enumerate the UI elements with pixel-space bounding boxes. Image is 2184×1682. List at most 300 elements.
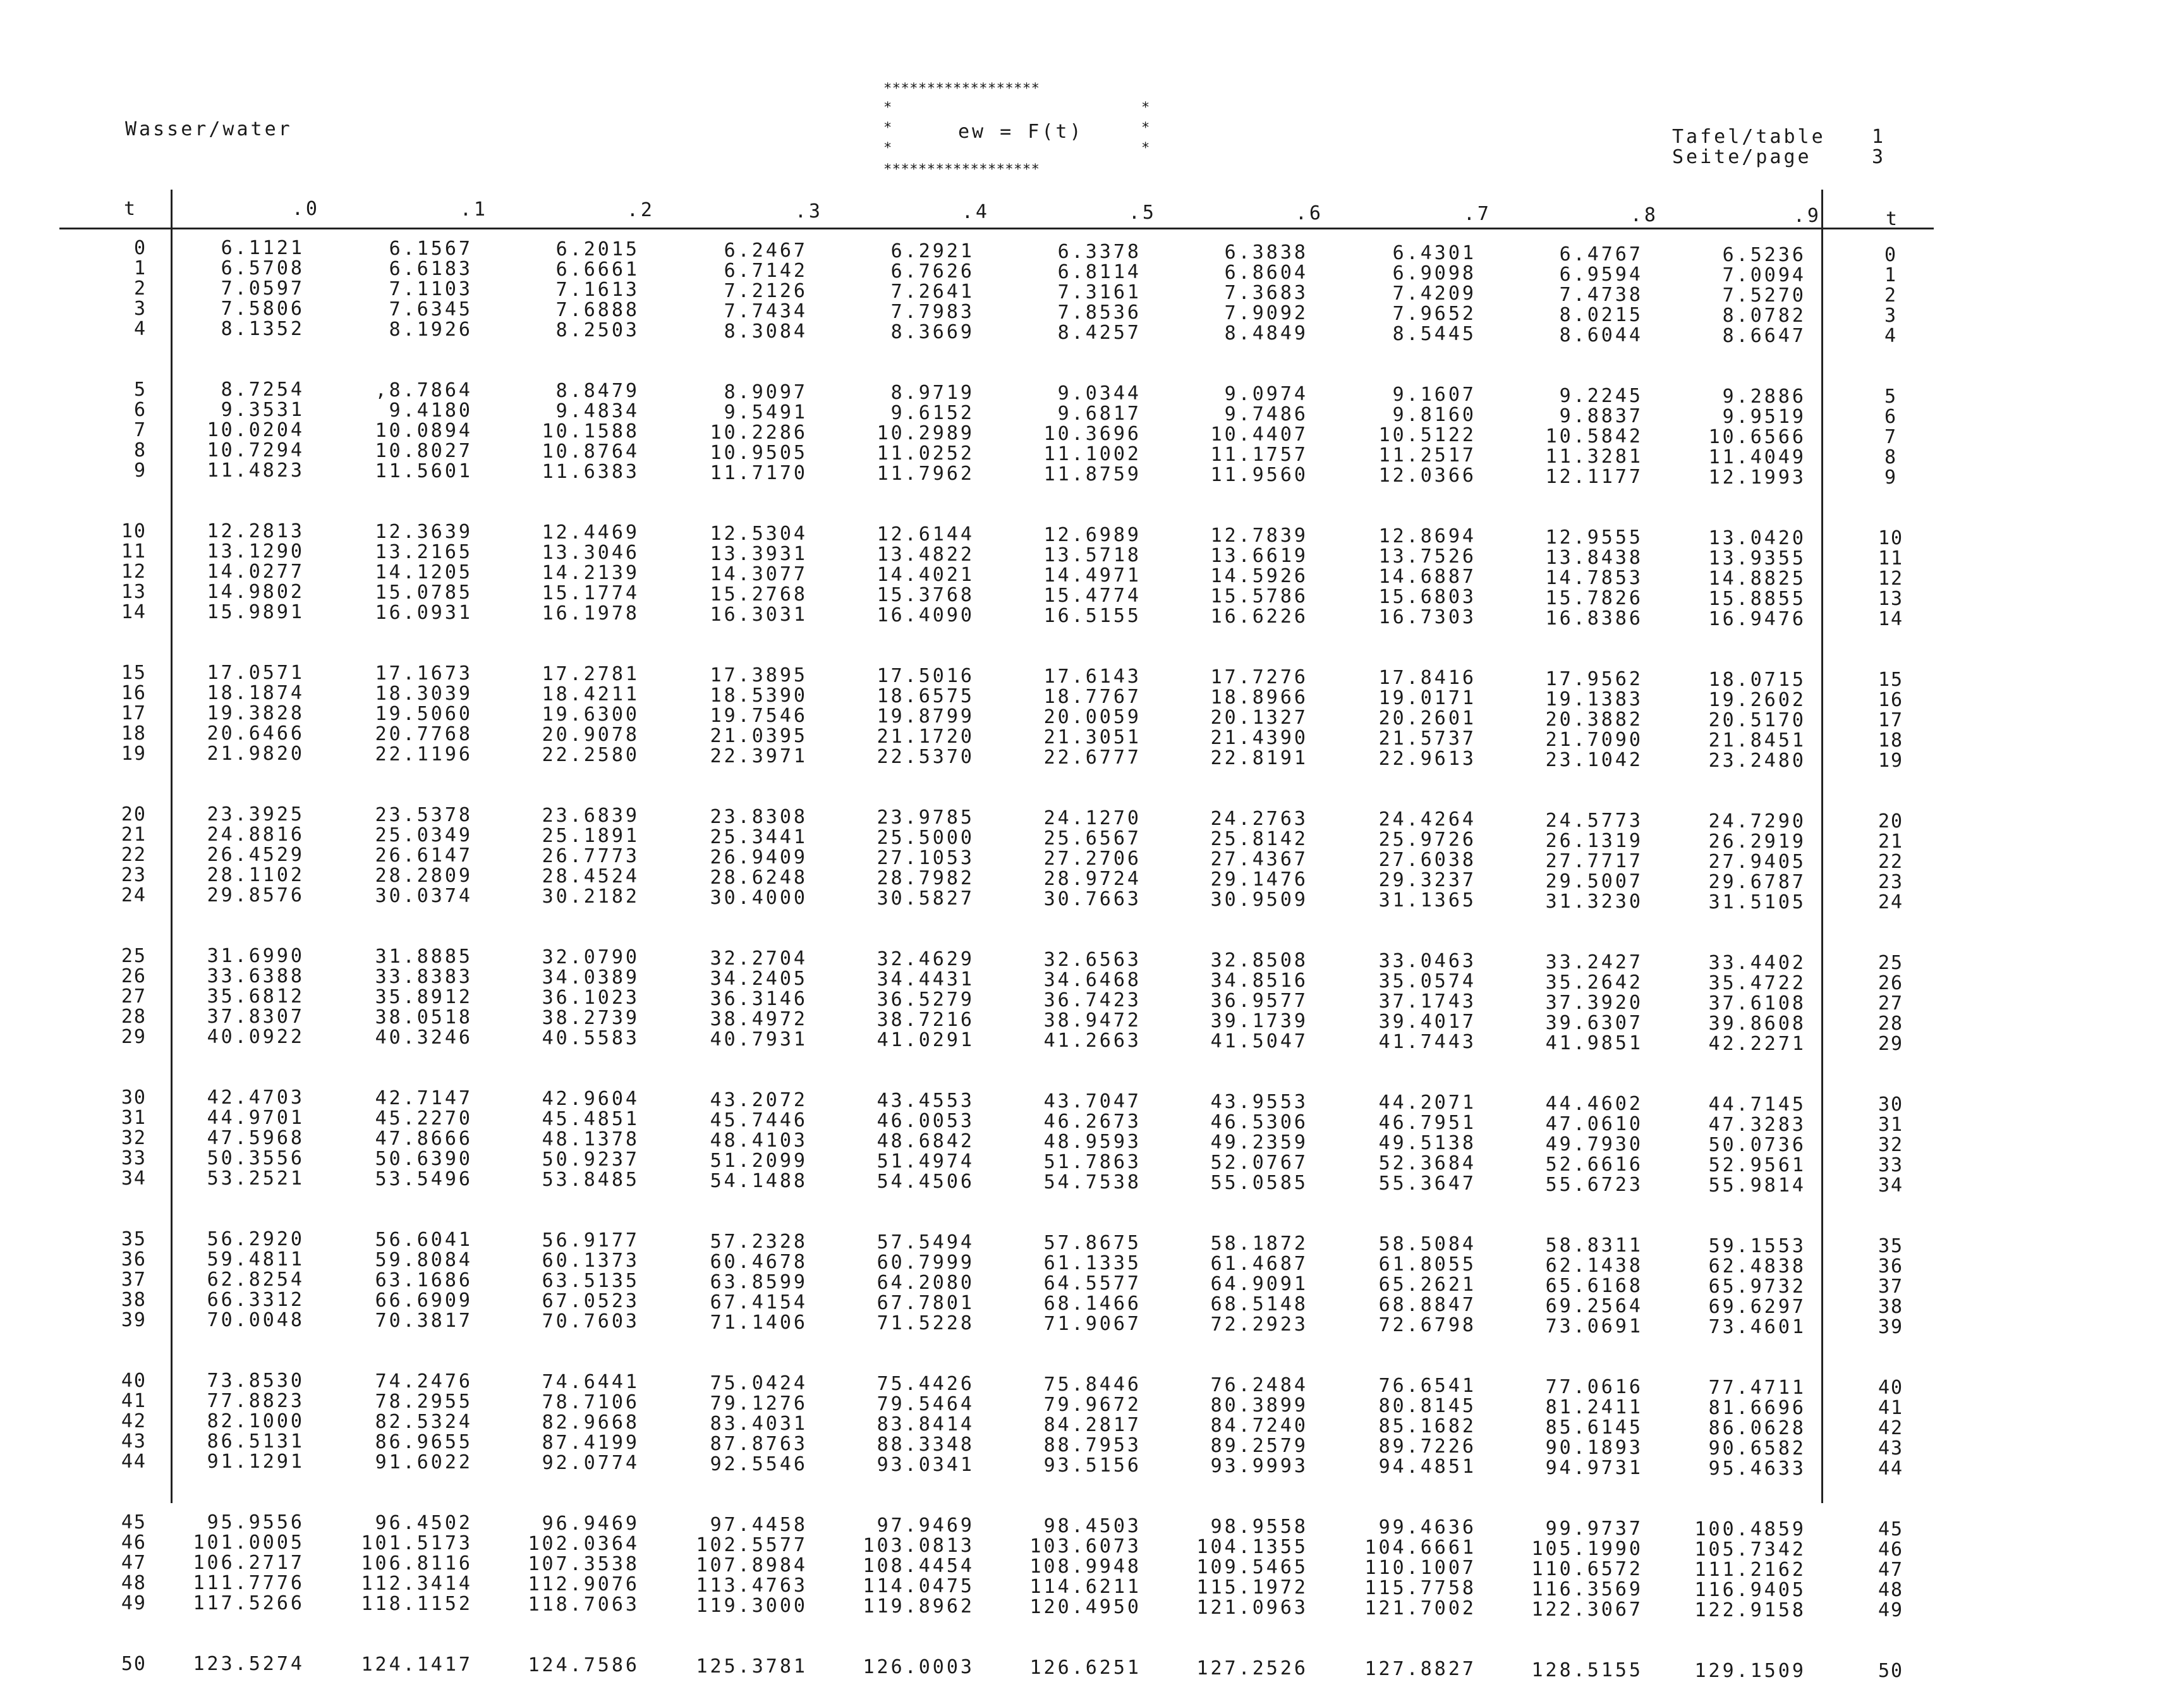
table-cell: 20.6466 [207,722,305,745]
row-t-right: 25 [1878,952,1904,974]
table-cell: 10.9505 [710,442,808,464]
row-t-right: 31 [1878,1114,1904,1136]
table-cell: 23.8308 [710,806,808,828]
table-cell: 112.9076 [528,1573,640,1595]
table-cell: 55.9814 [1708,1174,1806,1197]
table-cell: 15.6803 [1378,586,1476,608]
formula-box-right-star: * [1141,120,1150,136]
row-t-left: 3 [133,298,147,320]
table-cell: 33.4402 [1708,952,1806,974]
table-cell: 36.7423 [1043,989,1141,1011]
table-cell: 115.1972 [1196,1576,1308,1599]
table-cell: 117.5266 [193,1592,305,1614]
table-cell: 17.9562 [1545,668,1643,690]
table-cell: 86.0628 [1708,1417,1806,1439]
table-cell: 10.5842 [1545,425,1643,448]
table-cell: 20.0059 [1043,706,1141,728]
row-t-right: 40 [1878,1377,1904,1399]
table-cell: 31.5105 [1708,891,1806,913]
table-cell: 50.3556 [207,1147,305,1169]
table-cell: 28.4524 [542,865,640,887]
table-cell: 31.8885 [375,946,473,968]
row-t-right: 38 [1878,1296,1904,1318]
row-t-right: 11 [1878,547,1904,570]
table-cell: 31.1365 [1378,889,1476,911]
table-cell: 122.3067 [1531,1599,1643,1621]
table-cell: 11.4049 [1708,446,1806,468]
table-cell: 95.4633 [1708,1458,1806,1480]
table-number: 1 [1872,126,1886,148]
table-cell: 12.2813 [207,520,305,542]
table-cell: 39.1739 [1210,1010,1308,1032]
table-cell: 6.7626 [890,260,974,283]
row-t-left: 24 [121,884,147,906]
row-t-left: 32 [121,1127,147,1149]
table-cell: 61.8055 [1378,1253,1476,1276]
row-t-right: 5 [1884,386,1898,408]
table-cell: 53.2521 [207,1167,305,1190]
row-t-left: 13 [121,581,147,603]
table-cell: 32.4629 [877,948,974,970]
row-t-left: 17 [121,702,147,724]
table-cell: 34.8516 [1210,970,1308,992]
row-t-right: 13 [1878,588,1904,610]
table-cell: 10.7294 [207,439,305,461]
table-cell: 9.0974 [1224,383,1308,405]
table-cell: 127.8827 [1364,1658,1476,1680]
table-cell: 7.5806 [221,298,305,320]
table-cell: 79.5464 [877,1393,974,1415]
table-cell: 30.4000 [710,887,808,909]
table-cell: 8.9097 [724,381,808,403]
table-cell: 6.5708 [221,257,305,279]
table-cell: 19.8799 [877,705,974,728]
table-cell: 12.0366 [1378,465,1476,487]
row-t-left: 28 [121,1006,147,1028]
table-cell: 75.8446 [1043,1374,1141,1396]
column-header: .5 [1128,202,1156,224]
table-cell: 59.1553 [1708,1235,1806,1257]
table-cell: 72.6798 [1378,1314,1476,1336]
table-cell: 44.9701 [207,1107,305,1129]
row-t-left: 40 [121,1370,147,1392]
table-cell: 84.7240 [1210,1415,1308,1437]
table-cell: 6.3378 [1057,241,1141,263]
table-cell: 13.4822 [877,544,974,566]
row-t-right: 32 [1878,1134,1904,1156]
table-cell: 100.4859 [1694,1518,1806,1540]
table-cell: 33.6388 [207,965,305,987]
table-cell: 19.0171 [1378,687,1476,709]
table-cell: 46.2673 [1043,1111,1141,1133]
table-cell: 35.0574 [1378,970,1476,992]
row-t-left: 11 [121,540,147,563]
table-cell: 20.2601 [1378,707,1476,729]
table-cell: 8.1926 [389,319,473,341]
row-t-left: 27 [121,985,147,1008]
table-cell: 17.3895 [710,664,808,686]
table-cell: 28.2809 [375,865,473,887]
table-cell: 34.6468 [1043,969,1141,991]
table-cell: 121.0963 [1196,1597,1308,1619]
table-cell: 62.4838 [1708,1255,1806,1277]
table-cell: 21.5737 [1378,728,1476,750]
table-cell: 51.2099 [710,1150,808,1172]
table-cell: 9.0344 [1057,382,1141,405]
table-cell: 13.9355 [1708,547,1806,570]
table-cell: 11.8759 [1043,463,1141,485]
row-t-right: 42 [1878,1417,1904,1439]
table-cell: 75.4426 [877,1373,974,1395]
table-cell: 21.9820 [207,743,305,765]
table-cell: 10.8027 [375,440,473,462]
table-cell: 94.4851 [1378,1456,1476,1478]
table-cell: 28.7982 [877,867,974,889]
table-cell: 40.3246 [375,1027,473,1049]
table-cell: 48.6842 [877,1130,974,1152]
table-cell: 56.2920 [207,1228,305,1250]
column-header: .0 [291,198,320,220]
table-cell: 7.2641 [890,281,974,303]
table-cell: 81.2411 [1545,1396,1643,1418]
table-cell: 12.6989 [1043,524,1141,546]
table-cell: 9.9519 [1722,406,1806,428]
table-cell: 14.2139 [542,562,640,584]
table-cell: 87.4199 [542,1432,640,1454]
table-cell: 55.3647 [1378,1173,1476,1195]
table-cell: 120.4950 [1029,1596,1141,1618]
table-cell: 10.0894 [375,420,473,442]
table-cell: 8.8479 [555,380,640,402]
table-cell: 63.5135 [542,1270,640,1292]
table-cell: 25.1891 [542,825,640,847]
table-cell: 69.2564 [1545,1295,1643,1317]
table-cell: 73.4601 [1708,1316,1806,1338]
table-cell: 26.7773 [542,845,640,867]
table-cell: 92.5546 [710,1453,808,1475]
table-cell: 57.8675 [1043,1232,1141,1254]
table-cell: 54.7538 [1043,1171,1141,1193]
table-cell: 16.4090 [877,604,974,626]
table-cell: 86.9655 [375,1431,473,1453]
table-cell: 6.8114 [1057,261,1141,283]
row-t-left: 12 [121,561,147,583]
table-cell: 31.6990 [207,945,305,967]
table-cell: 46.5306 [1210,1111,1308,1133]
table-cell: 85.1682 [1378,1415,1476,1437]
table-cell: 66.6909 [375,1289,473,1312]
table-cell: 38.0518 [375,1006,473,1028]
table-cell: 68.1466 [1043,1293,1141,1315]
table-cell: 9.4834 [555,400,640,422]
table-cell: 20.9078 [542,724,640,746]
table-cell: 21.8451 [1708,729,1806,752]
table-cell: 105.1990 [1531,1538,1643,1560]
table-cell: 11.5601 [375,460,473,482]
table-cell: 11.7962 [877,463,974,485]
table-cell: 7.2126 [724,280,808,302]
table-cell: 48.4103 [710,1130,808,1152]
table-cell: 20.1327 [1210,707,1308,729]
table-cell: 24.1270 [1043,807,1141,829]
table-cell: 43.2072 [710,1089,808,1111]
table-cell: 127.2526 [1196,1657,1308,1679]
table-cell: 6.3838 [1224,241,1308,264]
table-cell: 9.8160 [1392,404,1476,426]
table-cell: 37.1743 [1378,990,1476,1013]
row-t-left: 33 [121,1147,147,1169]
table-cell: 8.4257 [1057,322,1141,344]
table-cell: 15.4774 [1043,585,1141,607]
row-t-right: 41 [1878,1397,1904,1419]
table-cell: 14.4021 [877,564,974,586]
table-cell: 16.5155 [1043,605,1141,627]
right-column-rule [1821,190,1823,1503]
table-cell: 18.8966 [1210,686,1308,709]
table-cell: 39.8608 [1708,1013,1806,1035]
table-cell: 45.7446 [710,1109,808,1131]
table-cell: 38.7216 [877,1009,974,1031]
table-cell: 10.4407 [1210,424,1308,446]
table-cell: 101.5173 [361,1532,473,1554]
table-cell: 51.7863 [1043,1151,1141,1173]
table-cell: 7.4738 [1559,284,1643,306]
table-cell: 38.2739 [542,1007,640,1029]
row-t-left: 38 [121,1289,147,1311]
table-cell: 114.0475 [863,1575,974,1597]
header-rule [59,228,1934,229]
row-t-right: 37 [1878,1276,1904,1298]
row-t-right: 21 [1878,831,1904,853]
column-header: .8 [1630,204,1658,226]
table-cell: 30.0374 [375,885,473,907]
table-cell: 7.0094 [1722,264,1806,286]
row-t-left: 42 [121,1410,147,1432]
table-cell: 124.7586 [528,1654,640,1676]
table-cell: 49.5138 [1378,1132,1476,1154]
table-cell: 7.9652 [1392,303,1476,325]
table-cell: 20.3882 [1545,709,1643,731]
table-cell: 33.2427 [1545,951,1643,973]
formula-box-top-border: ****************** [883,81,1040,97]
table-cell: 56.9177 [542,1229,640,1252]
table-cell: 16.1978 [542,602,640,625]
table-cell: 47.5968 [207,1127,305,1149]
table-cell: 99.4636 [1378,1516,1476,1539]
row-t-right: 43 [1878,1437,1904,1460]
table-cell: 10.1588 [542,420,640,442]
table-cell: 126.0003 [863,1656,974,1678]
table-cell: 93.0341 [877,1454,974,1476]
table-cell: 91.6022 [375,1451,473,1473]
table-cell: 15.7826 [1545,587,1643,609]
table-cell: 110.1007 [1364,1557,1476,1579]
table-cell: 62.8254 [207,1269,305,1291]
table-cell: 36.3146 [710,988,808,1010]
table-cell: 11.4823 [207,460,305,482]
table-cell: 18.4211 [542,683,640,705]
table-cell: 15.0785 [375,582,473,604]
table-cell: 77.0616 [1545,1376,1643,1398]
table-cell: 22.1196 [375,743,473,765]
table-cell: 44.2071 [1378,1092,1476,1114]
row-t-right: 46 [1878,1539,1904,1561]
table-cell: 123.5274 [193,1653,305,1675]
row-t-left: 9 [133,460,147,482]
table-cell: 13.6619 [1210,545,1308,567]
table-cell: 42.2271 [1708,1033,1806,1055]
row-header-right: t [1886,208,1899,230]
table-cell: 19.7546 [710,705,808,727]
table-cell: 99.9737 [1545,1518,1643,1540]
table-cell: 121.7002 [1364,1597,1476,1619]
row-t-left: 19 [121,743,147,765]
table-cell: 10.2286 [710,422,808,444]
row-t-left: 6 [133,399,147,421]
row-t-left: 45 [121,1511,147,1533]
formula-text: ew = F(t) [958,121,1084,143]
table-cell: 53.8485 [542,1169,640,1191]
table-cell: 68.8847 [1378,1294,1476,1316]
formula-box-right-star: * [1141,140,1150,156]
table-cell: 17.6143 [1043,666,1141,688]
table-cell: 101.0005 [193,1532,305,1554]
table-cell: 15.3768 [877,584,974,606]
row-t-right: 36 [1878,1255,1904,1277]
table-cell: 13.3931 [710,543,808,565]
table-cell: 9.5491 [724,401,808,424]
table-cell: 17.0571 [207,662,305,684]
table-cell: 6.8604 [1224,262,1308,284]
row-t-right: 9 [1884,466,1898,489]
row-t-left: 43 [121,1430,147,1453]
table-cell: 116.9405 [1694,1579,1806,1601]
table-cell: 90.6582 [1708,1437,1806,1460]
table-cell: 51.4974 [877,1150,974,1173]
table-cell: 47.8666 [375,1128,473,1150]
row-t-left: 15 [121,662,147,684]
table-cell: 9.6152 [890,402,974,424]
table-cell: 58.8311 [1545,1234,1643,1257]
table-cell: 17.7276 [1210,666,1308,688]
table-cell: 21.4390 [1210,727,1308,749]
row-t-left: 4 [133,318,147,340]
table-cell: 26.9409 [710,846,808,868]
table-cell: 48.1378 [542,1128,640,1150]
table-cell: 20.5170 [1708,709,1806,731]
table-cell: 87.8763 [710,1433,808,1455]
table-cell: 19.3828 [207,702,305,724]
table-cell: 28.1102 [207,864,305,886]
table-cell: 22.5370 [877,746,974,768]
table-cell: 84.2817 [1043,1414,1141,1436]
table-cell: 10.5122 [1378,424,1476,446]
table-cell: 65.2621 [1378,1274,1476,1296]
row-t-right: 0 [1884,244,1898,266]
table-cell: 46.7951 [1378,1112,1476,1134]
table-cell: 93.5156 [1043,1454,1141,1477]
row-t-right: 29 [1878,1033,1904,1055]
table-cell: 17.2781 [542,663,640,685]
table-cell: 7.5270 [1722,284,1806,307]
table-cell: 104.1355 [1196,1536,1308,1558]
table-cell: 7.3161 [1057,281,1141,303]
table-cell: 71.9067 [1043,1313,1141,1335]
table-cell: 13.0420 [1708,527,1806,549]
table-cell: 8.5445 [1392,323,1476,345]
table-cell: 6.2015 [555,238,640,260]
table-cell: 15.1774 [542,582,640,604]
table-cell: 108.9948 [1029,1556,1141,1578]
table-cell: 109.5465 [1196,1556,1308,1578]
row-t-left: 31 [121,1107,147,1129]
table-cell: 17.8416 [1378,667,1476,689]
table-cell: 18.6575 [877,685,974,707]
table-cell: 38.9472 [1043,1009,1141,1032]
column-header: .2 [626,199,655,221]
table-cell: 61.1335 [1043,1252,1141,1274]
table-cell: 122.9158 [1694,1599,1806,1621]
column-header: .7 [1463,203,1491,225]
table-cell: 126.6251 [1029,1657,1141,1679]
table-cell: 31.3230 [1545,891,1643,913]
table-cell: 35.8912 [375,986,473,1008]
table-cell: 82.9668 [542,1411,640,1434]
table-cell: 21.0395 [710,725,808,747]
table-cell: 25.3441 [710,826,808,848]
row-t-left: 47 [121,1552,147,1574]
table-cell: 6.6183 [389,258,473,280]
table-cell: 37.6108 [1708,992,1806,1015]
table-cell: 110.6572 [1531,1558,1643,1580]
row-t-left: 14 [121,601,147,623]
table-cell: 6.4767 [1559,243,1643,265]
table-cell: 75.0424 [710,1372,808,1394]
row-t-left: 48 [121,1572,147,1594]
table-cell: 76.2484 [1210,1374,1308,1396]
table-cell: 65.9732 [1708,1276,1806,1298]
table-cell: 76.6541 [1378,1375,1476,1397]
table-cell: 16.3031 [710,604,808,626]
table-cell: 7.1103 [389,278,473,300]
table-cell: 67.4154 [710,1291,808,1313]
table-cell: 56.6041 [375,1229,473,1251]
table-cell: 11.7170 [710,462,808,484]
formula-box-left-star: * [883,120,892,136]
row-t-right: 18 [1878,729,1904,752]
table-cell: 72.2923 [1210,1313,1308,1336]
table-cell: 29.3237 [1378,869,1476,891]
table-cell: 8.0782 [1722,305,1806,327]
table-cell: 11.0252 [877,442,974,465]
row-t-left: 23 [121,864,147,886]
table-cell: 25.8142 [1210,828,1308,850]
table-cell: 43.9553 [1210,1091,1308,1113]
table-cell: 63.8599 [710,1271,808,1293]
table-cell: 95.9556 [207,1511,305,1533]
table-cell: 97.4458 [710,1514,808,1536]
table-cell: 46.0053 [877,1110,974,1132]
table-cell: 25.6567 [1043,827,1141,850]
table-cell: 28.6248 [710,867,808,889]
table-cell: 88.3348 [877,1434,974,1456]
table-cell: 9.2886 [1722,386,1806,408]
table-cell: 128.5155 [1531,1659,1643,1681]
table-cell: 27.1053 [877,847,974,869]
table-cell: 52.9561 [1708,1154,1806,1176]
table-cell: 78.7106 [542,1391,640,1413]
table-cell: 124.1417 [361,1654,473,1676]
